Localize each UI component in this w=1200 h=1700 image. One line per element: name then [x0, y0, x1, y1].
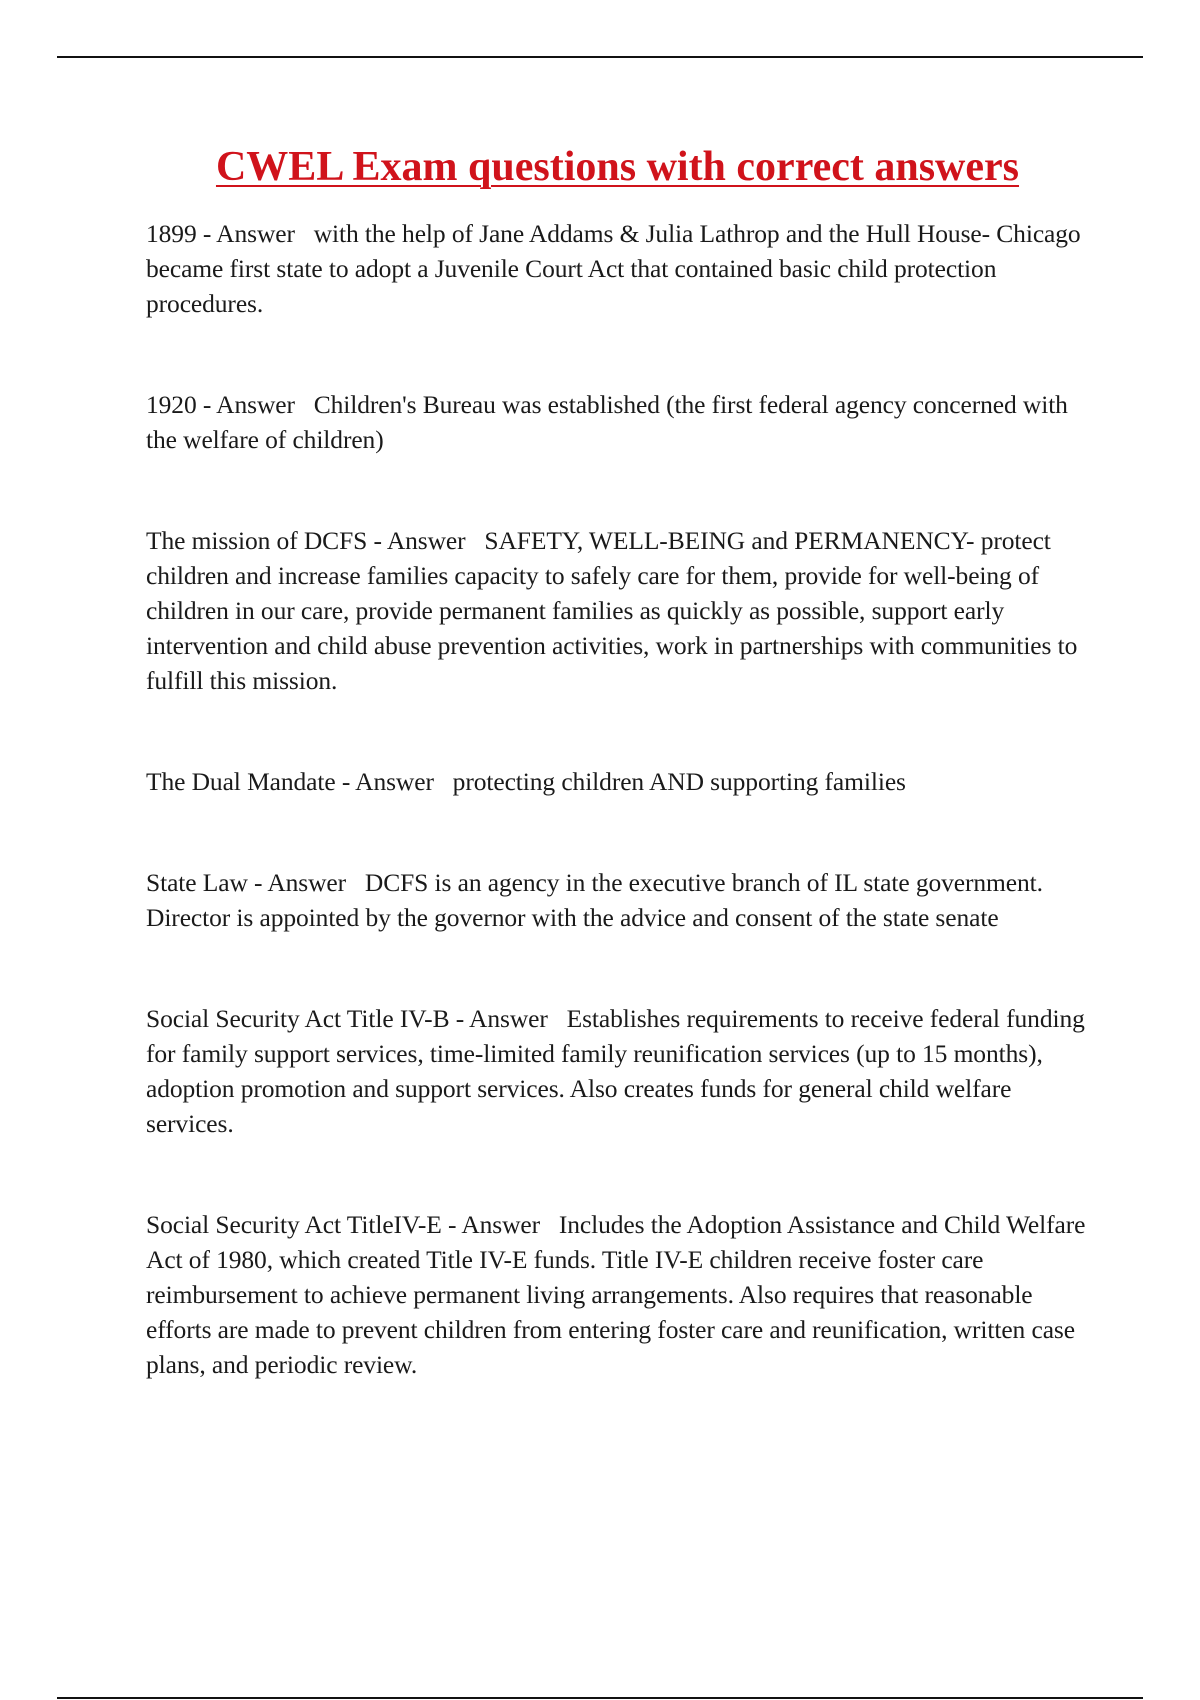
answer-label: Answer [355, 767, 434, 796]
entry-term: The mission of DCFS [146, 526, 368, 555]
entry-answer: with the help of Jane Addams & Julia Lathrop and the Hull House- Chicago became first state to adopt a Juvenile Court Act that contained basic child protection procedures. [146, 219, 1081, 318]
entry-answer: Establishes requirements to receive federal funding for family support services, time-limited family reunification services (up to 15 months), adoption promotion and support services. Also creates funds for general child welfare services. [146, 1004, 1085, 1138]
qa-entry [146, 764, 1086, 799]
entry-term: Social Security Act Title IV-B [146, 1004, 450, 1033]
entry-separator: - [247, 868, 268, 897]
entry-term: Social Security Act TitleIV-E [146, 1210, 442, 1239]
entry-answer: SAFETY, WELL-BEING and PERMANENCY- protect children and increase families capacity to safely care for them, provide for well-being of children in our care, provide permanent families as quickly as possible, support early intervention and child abuse prevention activities, work in partnerships with communities to fulfill this mission. [146, 526, 1078, 695]
answer-label: Answer [216, 219, 295, 248]
entry-separator: - [449, 1004, 470, 1033]
entry-answer: DCFS is an agency in the executive branch of IL state government. Director is appointed by the governor with the advice and consent of the state senate [146, 868, 1043, 932]
qa-entry [146, 216, 1086, 321]
entry-separator: - [335, 767, 356, 796]
footer-rule [57, 1697, 1143, 1699]
answer-label: Answer [386, 526, 466, 555]
answer-label: Answer [461, 1210, 541, 1239]
answer-label: Answer [267, 868, 347, 897]
qa-entry [146, 1001, 1086, 1141]
qa-list [146, 216, 1086, 1382]
entry-term: 1920 [146, 390, 197, 419]
entry-separator: - [196, 390, 217, 419]
entry-term: 1899 [146, 219, 197, 248]
qa-entry [146, 1207, 1086, 1382]
qa-entry [146, 387, 1086, 457]
answer-label: Answer [469, 1004, 548, 1033]
entry-term: State Law [146, 868, 248, 897]
entry-term: The Dual Mandate [146, 767, 336, 796]
qa-entry [146, 523, 1086, 698]
entry-separator: - [441, 1210, 462, 1239]
entry-answer: Includes the Adoption Assistance and Child Welfare Act of 1980, which created Title IV-E funds. Title IV-E children receive foster care reimbursement to achieve permanent living arrangements. Also requires that reasonable efforts are made to prevent children from entering foster care and reunification, written case plans, and periodic review. [146, 1210, 1086, 1379]
entry-answer: Children's Bureau was established (the first federal agency concerned with the welfare of children) [146, 390, 1068, 454]
document-title: CWEL Exam questions with correct answers [215, 144, 1020, 190]
entry-separator: - [367, 526, 387, 555]
entry-separator: - [196, 219, 217, 248]
entry-answer: protecting children AND supporting families [452, 767, 906, 796]
header-rule [57, 56, 1143, 58]
qa-entry [146, 865, 1086, 935]
answer-label: Answer [216, 390, 295, 419]
